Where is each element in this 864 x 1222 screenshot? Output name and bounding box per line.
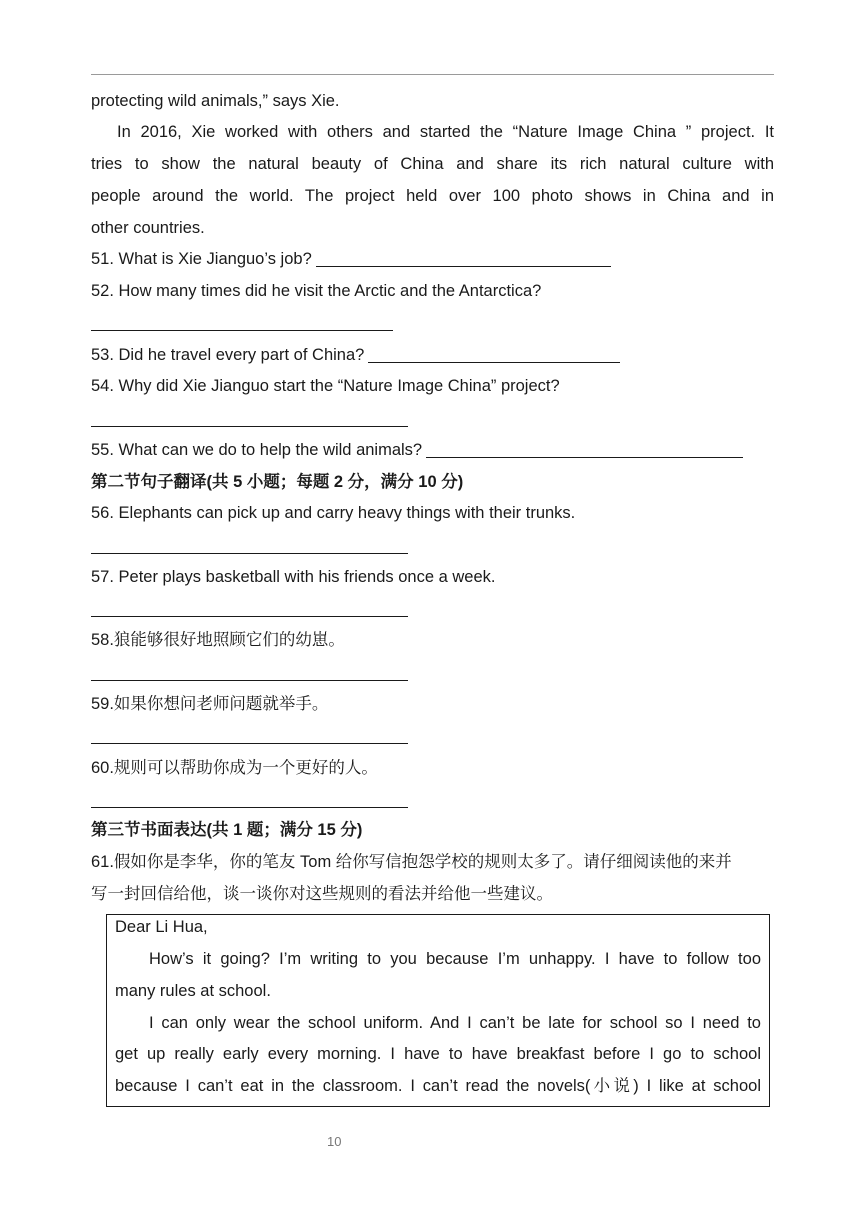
question-58: 58.狼能够很好地照顾它们的幼崽。 bbox=[91, 631, 345, 649]
letter-greeting: Dear Li Hua, bbox=[115, 918, 208, 936]
section-2-heading: 第二节句子翻译(共 5 小题；每题 2 分，满分 10 分) bbox=[91, 473, 464, 491]
passage-line: tries to show the natural beauty of China and share its rich natural culture with bbox=[91, 155, 774, 173]
question-60: 60.规则可以帮助你成为一个更好的人。 bbox=[91, 759, 378, 777]
letter-line: because I can’t eat in the classroom. I can’t read the novels(小说) I like at school bbox=[115, 1077, 761, 1095]
answer-blank[interactable] bbox=[91, 553, 408, 554]
question-56: 56. Elephants can pick up and carry heavy things with their trunks. bbox=[91, 504, 576, 522]
question-51 bbox=[91, 248, 611, 270]
answer-blank[interactable] bbox=[91, 807, 408, 808]
question-52: 52. How many times did he visit the Arctic and the Antarctica? bbox=[91, 282, 542, 300]
question-57: 57. Peter plays basketball with his friends once a week. bbox=[91, 568, 496, 586]
question-53 bbox=[91, 344, 620, 366]
answer-blank[interactable] bbox=[426, 457, 743, 458]
question-55 bbox=[91, 439, 743, 461]
answer-blank[interactable] bbox=[91, 426, 408, 427]
answer-blank[interactable] bbox=[91, 616, 408, 617]
passage-line: other countries. bbox=[91, 219, 205, 237]
question-text: 55. What can we do to help the wild animals? bbox=[91, 441, 423, 459]
letter-line: get up really early every morning. I have to have breakfast before I go to school bbox=[115, 1045, 761, 1063]
answer-blank[interactable] bbox=[91, 743, 408, 744]
question-54: 54. Why did Xie Jianguo start the “Nature Image China” project? bbox=[91, 377, 560, 395]
answer-blank[interactable] bbox=[316, 266, 611, 267]
letter-line: I can only wear the school uniform. And I can’t be late for school so I need to bbox=[149, 1014, 761, 1032]
question-text: 53. Did he travel every part of China? bbox=[91, 346, 365, 364]
page-number: 10 bbox=[327, 1134, 342, 1149]
passage-line: protecting wild animals,” says Xie. bbox=[91, 92, 340, 110]
answer-blank[interactable] bbox=[368, 362, 620, 363]
question-61-continued: 写一封回信给他，谈一谈你对这些规则的看法并给他一些建议。 bbox=[91, 885, 553, 903]
question-61: 61.假如你是李华，你的笔友 Tom 给你写信抱怨学校的规则太多了。请仔细阅读他的来并 bbox=[91, 853, 732, 871]
letter-box bbox=[106, 914, 770, 1107]
passage-line: people around the world. The project held over 100 photo shows in China and in bbox=[91, 187, 774, 205]
answer-blank[interactable] bbox=[91, 330, 393, 331]
letter-line: many rules at school. bbox=[115, 982, 271, 1000]
section-3-heading: 第三节书面表达(共 1 题；满分 15 分) bbox=[91, 821, 363, 839]
passage-line: In 2016, Xie worked with others and started the “Nature Image China ” project. It bbox=[117, 123, 774, 141]
question-59: 59.如果你想问老师问题就举手。 bbox=[91, 695, 329, 713]
letter-line: How’s it going? I’m writing to you because I’m unhappy. I have to follow too bbox=[149, 950, 761, 968]
question-text: 51. What is Xie Jianguo’s job? bbox=[91, 250, 312, 268]
header-rule bbox=[91, 74, 774, 75]
answer-blank[interactable] bbox=[91, 680, 408, 681]
